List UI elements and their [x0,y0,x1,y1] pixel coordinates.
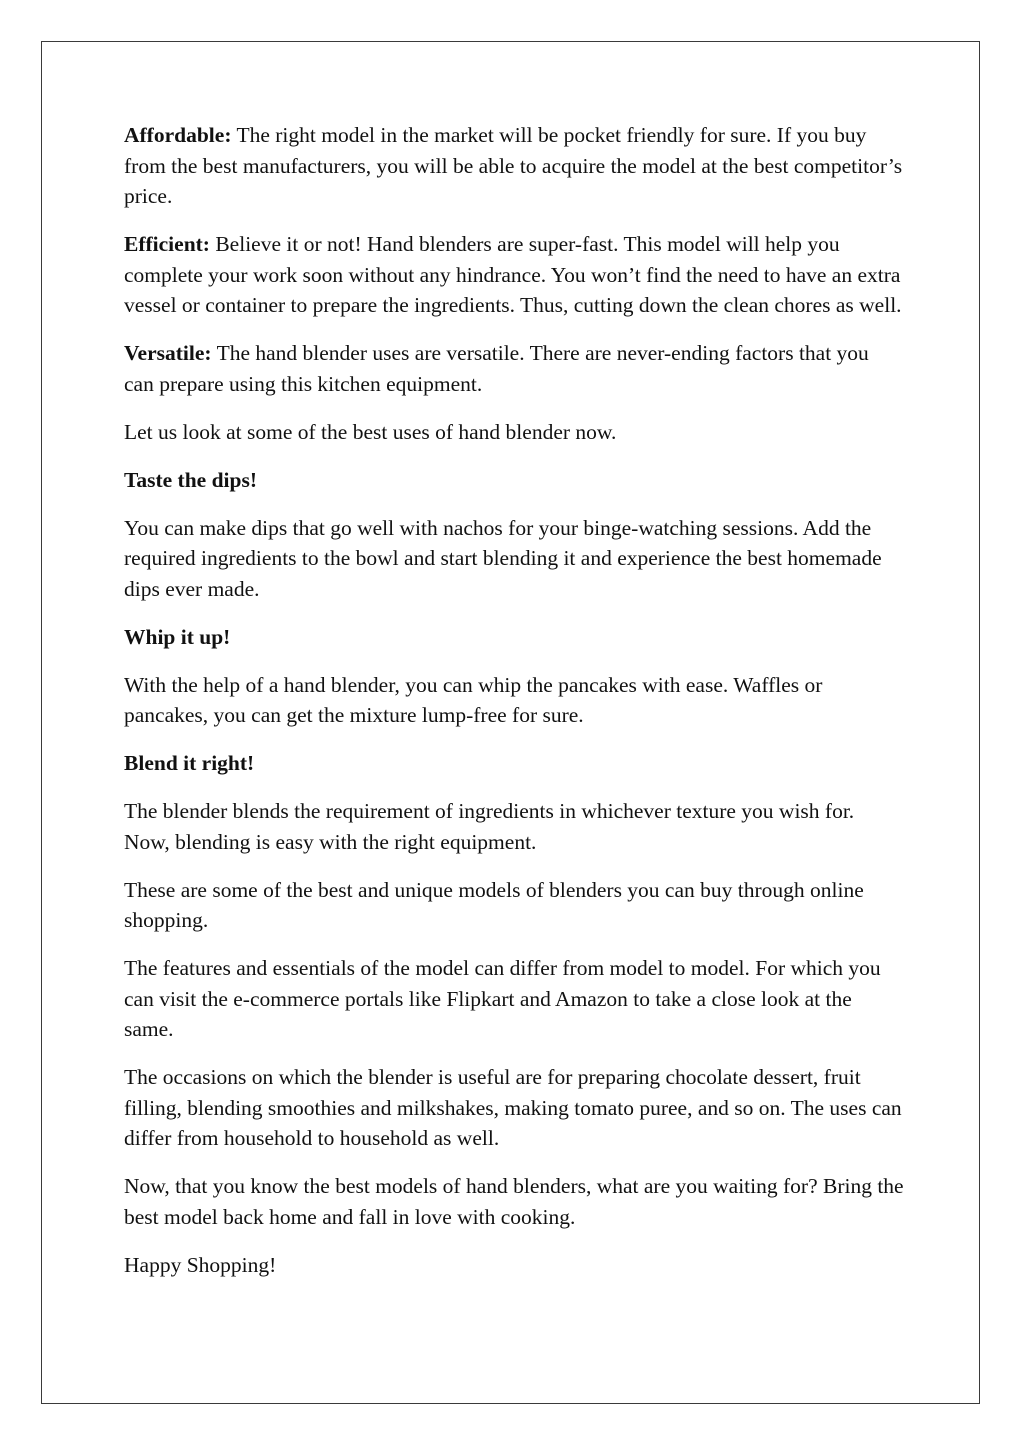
document-body [124,120,904,1298]
paragraph-text: The blender blends the requirement of ingredients in whichever texture you wish for. Now, blending is easy with the right equipment. [124,799,855,854]
section-heading: Blend it right! [124,751,255,775]
paragraph-features [124,953,904,1045]
heading-blend-it-right [124,748,904,779]
paragraph-efficient [124,229,904,321]
paragraph-blend [124,796,904,857]
paragraph-text: Now, that you know the best models of hand blenders, what are you waiting for? Bring the best model back home and fall in love with cooking. [124,1174,904,1229]
paragraph-intro-uses [124,417,904,448]
paragraph-text: Happy Shopping! [124,1252,277,1277]
paragraph-text: The features and essentials of the model can differ from model to model. For which you can visit the e-commerce portals like Flipkart and Amazon to take a close look at the same. [124,956,881,1041]
paragraph-lead: Efficient: [124,232,210,256]
section-heading: Whip it up! [124,624,231,649]
paragraph-text: Believe it or not! Hand blenders are super-fast. This model will help you complete your work soon without any hindrance. You won’t find the need to have an extra vessel or container to prepare the ingredients. Thus, cutting down the clean chores as well. [124,232,902,317]
paragraph-lead: Affordable: [124,123,232,147]
paragraph-text: The occasions on which the blender is useful are for preparing chocolate dessert, fruit filling, blending smoothies and milkshakes, making tomato puree, and so on. The uses can differ from household to household as well. [124,1065,902,1150]
paragraph-occasions [124,1062,904,1154]
paragraph-whip [124,670,904,731]
paragraph-signoff [124,1250,904,1281]
paragraph-text: You can make dips that go well with nachos for your binge-watching sessions. Add the required ingredients to the bowl and start blending it and experience the best homemade dips ever made. [124,515,882,601]
heading-whip-it-up [124,622,904,653]
paragraph-text: The hand blender uses are versatile. There are never-ending factors that you can prepare using this kitchen equipment. [124,341,869,396]
paragraph-text: Let us look at some of the best uses of hand blender now. [124,419,617,444]
paragraph-dips [124,513,904,605]
paragraph-text: These are some of the best and unique models of blenders you can buy through online shopping. [124,877,864,932]
paragraph-affordable [124,120,904,212]
paragraph-versatile [124,338,904,399]
paragraph-text: The right model in the market will be pocket friendly for sure. If you buy from the best manufacturers, you will be able to acquire the model at the best competitor’s price. [124,123,903,208]
paragraph-text: With the help of a hand blender, you can whip the pancakes with ease. Waffles or pancakes, you can get the mixture lump-free for sure. [124,672,823,727]
paragraph-models [124,875,904,936]
section-heading: Taste the dips! [124,467,258,492]
paragraph-lead: Versatile: [124,341,212,365]
heading-taste-the-dips [124,465,904,496]
paragraph-conclusion [124,1171,904,1232]
